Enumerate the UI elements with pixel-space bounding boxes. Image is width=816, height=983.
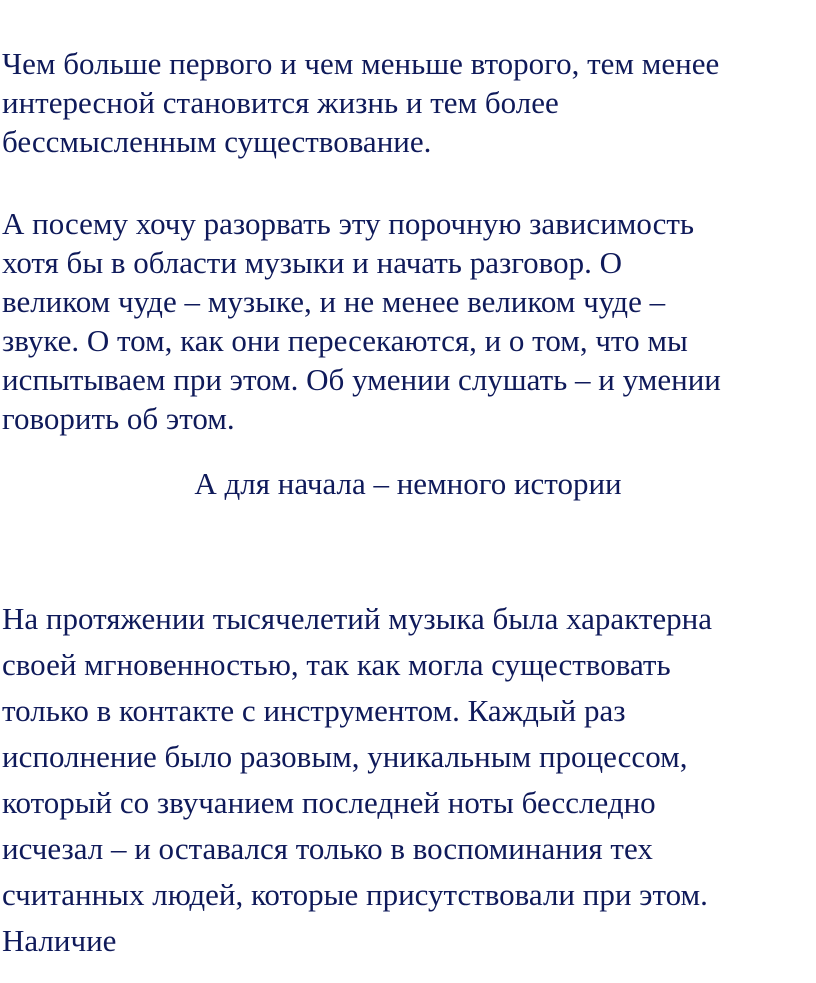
text-line: На протяжении тысячелетий музыка была характерна (2, 601, 713, 636)
paragraph-intro (2, 44, 814, 161)
text-line: А посему хочу разорвать эту порочную зависимость (2, 206, 695, 241)
text-line: бессмысленным существование. (2, 124, 432, 159)
paragraph-purpose (2, 204, 814, 438)
section-heading: А для начала – немного истории (194, 466, 622, 501)
text-line: Наличие (2, 923, 117, 958)
text-line: который со звучанием последней ноты бесследно (2, 785, 656, 820)
text-line: исполнение было разовым, уникальным процессом, (2, 739, 688, 774)
text-line: исчезал – и оставался только в воспоминания тех (2, 831, 653, 866)
text-line: считанных людей, которые присутствовали при этом. (2, 877, 708, 912)
text-line: интересной становится жизнь и тем более (2, 85, 559, 120)
text-line: Чем больше первого и чем меньше второго, тем менее (2, 46, 720, 81)
text-line: великом чуде – музыке, и не менее великом чуде – (2, 284, 666, 319)
text-line: только в контакте с инструментом. Каждый раз (2, 693, 626, 728)
text-line: звуке. О том, как они пересекаются, и о том, что мы (2, 323, 688, 358)
text-line: испытываем при этом. Об умении слушать – и умении (2, 362, 721, 397)
text-line: говорить об этом. (2, 401, 235, 436)
text-line: хотя бы в области музыки и начать разговор. О (2, 245, 622, 280)
paragraph-history (2, 596, 814, 964)
text-line: своей мгновенностью, так как могла существовать (2, 647, 671, 682)
